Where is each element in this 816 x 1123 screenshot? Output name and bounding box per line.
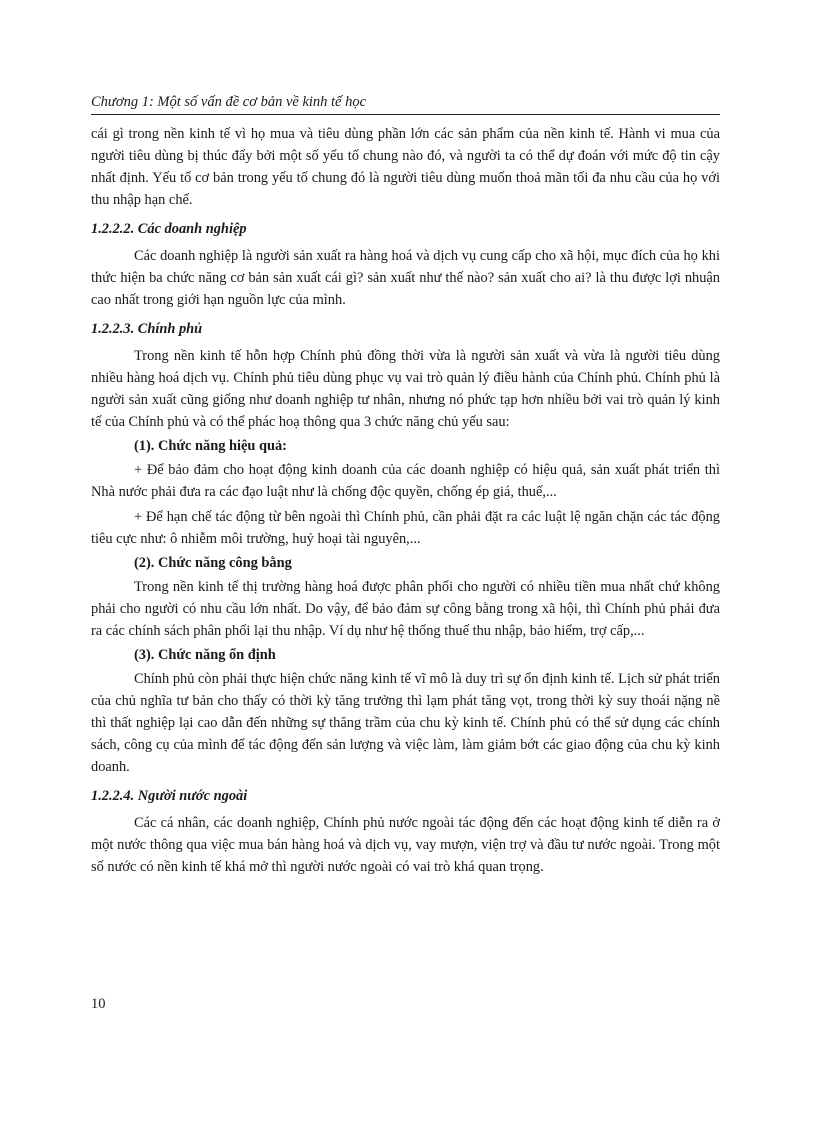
heading-chinh-phu: 1.2.2.3. Chính phủ xyxy=(91,321,203,337)
subheading-function-1: (1). Chức năng hiệu quả: xyxy=(134,438,287,454)
subheading-function-2: (2). Chức năng công bằng xyxy=(134,555,292,571)
function-1-item-2: + Để hạn chế tác động từ bên ngoài thì Chính phủ, cần phải đặt ra các luật lệ ngăn chặn các tác động tiêu cực như: ô nhiễm môi trường, huỷ hoại tài nguyên,... xyxy=(91,509,720,547)
paragraph-chinh-phu: Trong nền kinh tế hỗn hợp Chính phủ đồng thời vừa là người sản xuất và vừa là người tiêu dùng nhiều hàng hoá dịch vụ. Chính phủ tiêu dùng phục vụ vai trò quản lý điều hành của Chính phủ. Chính phủ là người sản xuất cũng giống như doanh nghiệp tư nhân, nhưng nó phức tạp hơn nhiều bởi vai trò quản lý kinh tế của Chính phủ và có thể phác hoạ thông qua 3 chức năng chủ yếu sau: xyxy=(91,348,720,430)
subheading-function-3: (3). Chức năng ổn định xyxy=(134,647,276,663)
running-header: Chương 1: Một số vấn đề cơ bản về kinh tế học xyxy=(91,94,720,115)
heading-doanh-nghiep: 1.2.2.2. Các doanh nghiệp xyxy=(91,221,247,237)
page-body xyxy=(91,123,720,878)
paragraph-nuoc-ngoai: Các cá nhân, các doanh nghiệp, Chính phủ nước ngoài tác động đến các hoạt động kinh tế diễn ra ở một nước thông qua việc mua bán hàng hoá và dịch vụ, vay mượn, viện trợ và đầu tư nước ngoài. Trong một số nước có nền kinh tế khá mở thì người nước ngoài có vai trò khá quan trọng. xyxy=(91,815,720,875)
function-1-item-1: + Để bảo đảm cho hoạt động kinh doanh của các doanh nghiệp có hiệu quả, sản xuất phát triển thì Nhà nước phải đưa ra các đạo luật như là chống độc quyền, chống ép giá, thuế,... xyxy=(91,462,720,500)
heading-nuoc-ngoai: 1.2.2.4. Người nước ngoài xyxy=(91,788,248,804)
paragraph-doanh-nghiep: Các doanh nghiệp là người sản xuất ra hàng hoá và dịch vụ cung cấp cho xã hội, mục đích của họ khi thức hiện ba chức năng cơ bản sản xuất cái gì? sản xuất như thế nào? sản xuất cho ai? là thu được lợi nhuận cao nhất trong giới hạn nguồn lực của mình. xyxy=(91,248,720,308)
intro-paragraph: cái gì trong nền kinh tế vì họ mua và tiêu dùng phần lớn các sản phẩm của nền kinh tế. Hành vi mua của người tiêu dùng bị thúc đẩy bởi một số yếu tố chung nào đó, và người ta có thể dự đoán với mức độ tin cậy nhất định. Yếu tố cơ bản trong yếu tố chung đó là người tiêu dùng muốn thoả mãn tối đa nhu cầu của họ với thu nhập hạn chế. xyxy=(91,126,720,208)
function-3-paragraph: Chính phủ còn phải thực hiện chức năng kinh tế vĩ mô là duy trì sự ổn định kinh tế. Lịch sử phát triển của chủ nghĩa tư bản cho thấy có thời kỳ tăng trưởng thì lạm phát tăng vọt, trong thời kỳ suy thoái nặng nề thì thất nghiệp lại cao dẫn đến những sự thăng trầm của chu kỳ kinh tế. Chính phủ có thể sử dụng các chính sách, công cụ của mình để tác động đến sản lượng và việc làm, làm giảm bớt các giao động của chu kỳ kinh doanh. xyxy=(91,671,720,775)
function-2-paragraph: Trong nền kinh tế thị trường hàng hoá được phân phối cho người có nhiều tiền mua nhất chứ không phải cho người có nhu cầu lớn nhất. Do vậy, để bảo đảm sự công bằng trong xã hội, thì Chính phủ phải đưa ra các chính sách phân phối lại thu nhập. Ví dụ như hệ thống thuế thu nhập, bảo hiểm, trợ cấp,... xyxy=(91,579,720,639)
page-number: 10 xyxy=(91,996,106,1012)
